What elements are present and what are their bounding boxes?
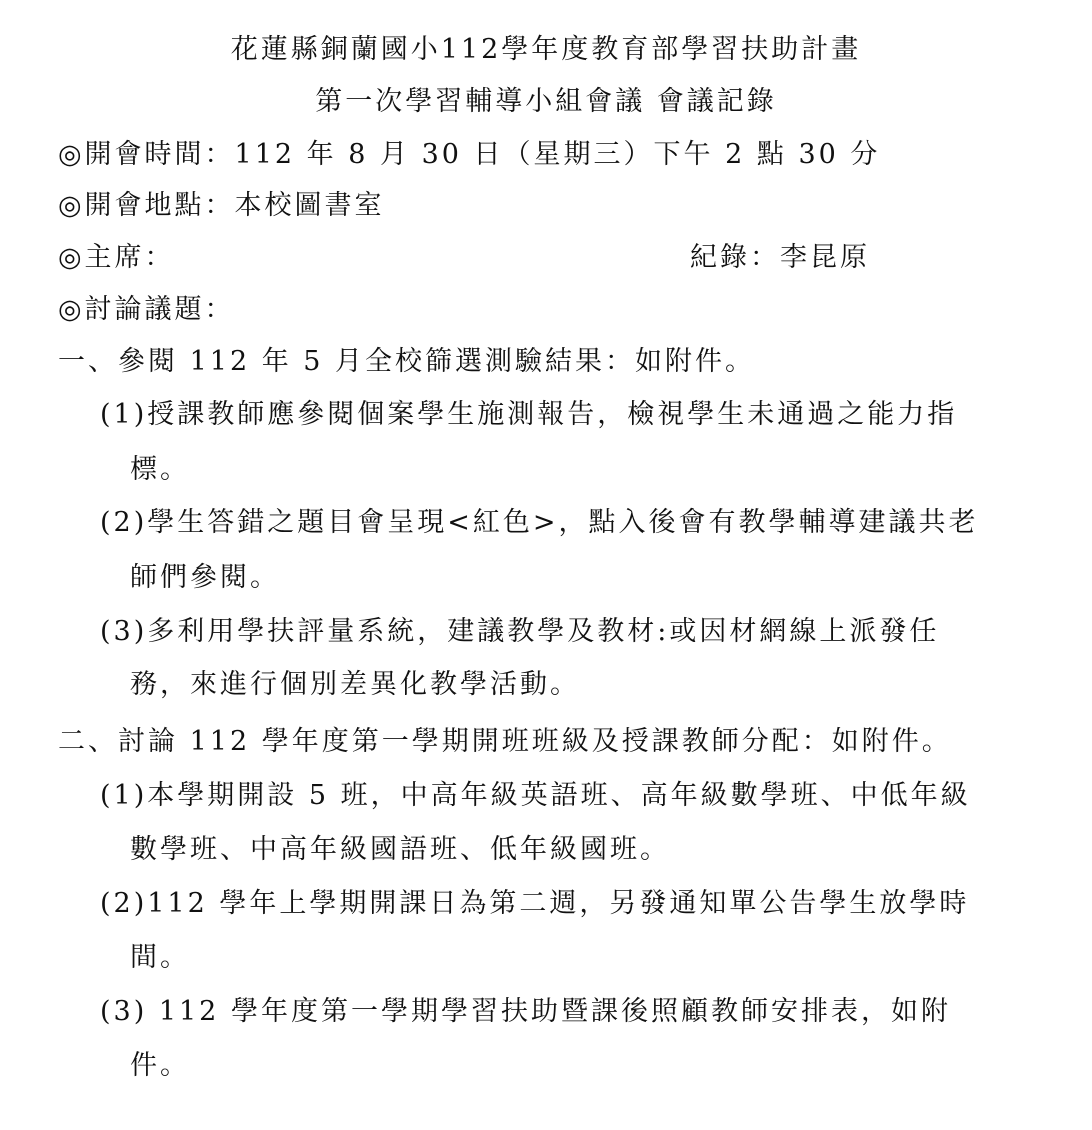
chair-recorder-row bbox=[58, 238, 1058, 278]
meeting-time: ◎開會時間：112 年 8 月 30 日（星期三）下午 2 點 30 分 bbox=[58, 139, 881, 170]
section1-heading: 一、參閱 112 年 5 月全校篩選測驗結果：如附件。 bbox=[58, 346, 756, 377]
document-title-line1: 花蓮縣銅蘭國小112學年度教育部學習扶助計畫 bbox=[230, 34, 862, 65]
section2-heading: 二、討論 112 學年度第一學期開班班級及授課教師分配：如附件。 bbox=[58, 726, 952, 757]
section2-item3-line1: (3) 112 學年度第一學期學習扶助暨課後照顧教師安排表，如附 bbox=[100, 996, 951, 1027]
section1-item3-line1: (3)多利用學扶評量系統，建議教學及教材:或因材網線上派發任 bbox=[100, 616, 940, 647]
meeting-place: ◎開會地點：本校圖書室 bbox=[58, 190, 385, 221]
section1-item1-line2: 標。 bbox=[130, 454, 190, 485]
section1-item2-line1: (2)學生答錯之題目會呈現<紅色>，點入後會有教學輔導建議共老 bbox=[100, 507, 979, 538]
section2-item1-line1: (1)本學期開設 5 班，中高年級英語班、高年級數學班、中低年級 bbox=[100, 780, 971, 811]
document-title-line2: 第一次學習輔導小組會議 會議記錄 bbox=[315, 86, 777, 117]
section1-item2-line2: 師們參閱。 bbox=[130, 562, 280, 593]
section2-item1-line2: 數學班、中高年級國語班、低年級國班。 bbox=[130, 834, 670, 865]
agenda-heading: ◎討論議題： bbox=[58, 294, 235, 325]
section1-item3-line2: 務，來進行個別差異化教學活動。 bbox=[130, 669, 580, 700]
section2-item3-line2: 件。 bbox=[130, 1050, 190, 1081]
section2-item2-line2: 間。 bbox=[130, 942, 190, 973]
chair-label: ◎主席： bbox=[58, 242, 175, 273]
recorder-label: 紀錄：李昆原 bbox=[690, 242, 870, 273]
section2-item2-line1: (2)112 學年上學期開課日為第二週，另發通知單公告學生放學時 bbox=[100, 888, 970, 919]
section1-item1-line1: (1)授課教師應參閱個案學生施測報告，檢視學生未通過之能力指 bbox=[100, 399, 958, 430]
